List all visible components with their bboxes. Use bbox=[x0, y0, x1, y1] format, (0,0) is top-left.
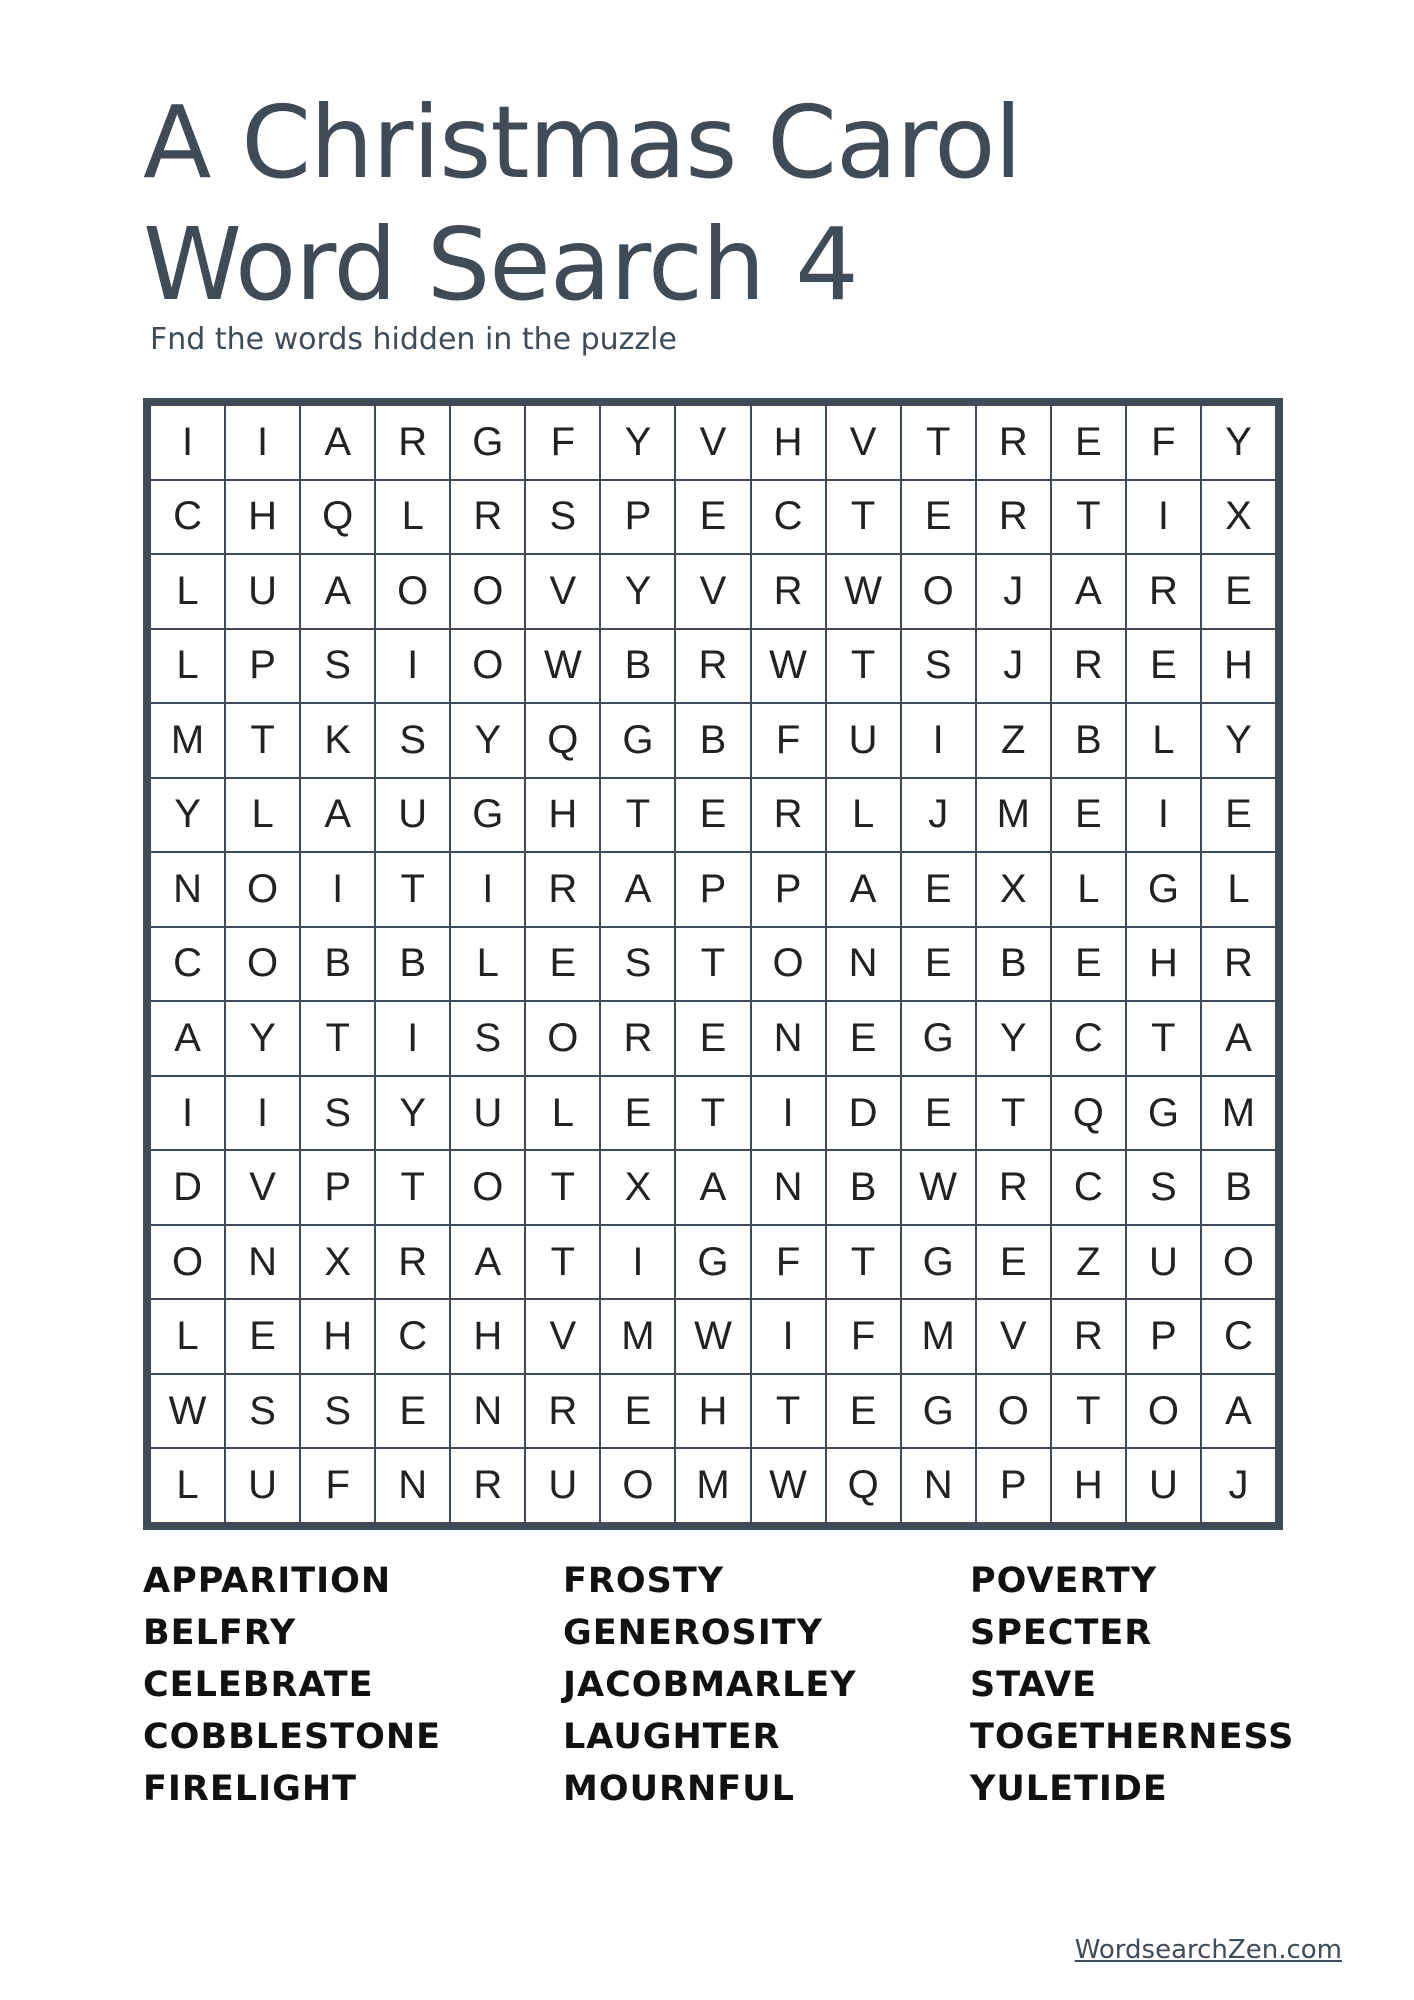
grid-cell: N bbox=[827, 928, 900, 1001]
grid-cell: H bbox=[676, 1375, 749, 1448]
grid-cell: T bbox=[601, 779, 674, 852]
word-list-item: FROSTY bbox=[563, 1561, 725, 1601]
grid-cell: A bbox=[1202, 1002, 1275, 1075]
grid-cell: T bbox=[827, 1226, 900, 1299]
grid-cell: I bbox=[376, 1002, 449, 1075]
grid-cell: E bbox=[376, 1375, 449, 1448]
title-line-2: Word Search 4 bbox=[143, 206, 858, 323]
grid-cell: U bbox=[526, 1449, 599, 1522]
grid-cell: V bbox=[827, 406, 900, 479]
grid-cell: L bbox=[151, 555, 224, 628]
word-list-item: APPARITION bbox=[143, 1561, 392, 1601]
grid-cell: C bbox=[1052, 1151, 1125, 1224]
grid-cell: E bbox=[1052, 928, 1125, 1001]
grid-cell: Q bbox=[1052, 1077, 1125, 1150]
grid-cell: E bbox=[676, 481, 749, 554]
grid-cell: E bbox=[1202, 555, 1275, 628]
grid-cell: D bbox=[827, 1077, 900, 1150]
grid-cell: S bbox=[226, 1375, 299, 1448]
grid-cell: B bbox=[1052, 704, 1125, 777]
grid-cell: S bbox=[902, 630, 975, 703]
grid-cell: I bbox=[752, 1300, 825, 1373]
grid-cell: R bbox=[451, 481, 524, 554]
grid-cell: J bbox=[977, 555, 1050, 628]
grid-cell: R bbox=[376, 406, 449, 479]
word-list-item: COBBLESTONE bbox=[143, 1717, 442, 1757]
grid-cell: C bbox=[1202, 1300, 1275, 1373]
grid-cell: O bbox=[902, 555, 975, 628]
grid-cell: F bbox=[301, 1449, 374, 1522]
grid-cell: H bbox=[451, 1300, 524, 1373]
grid-cell: V bbox=[676, 555, 749, 628]
grid-cell: A bbox=[676, 1151, 749, 1224]
grid-cell: A bbox=[301, 779, 374, 852]
grid-cell: J bbox=[1202, 1449, 1275, 1522]
grid-cell: R bbox=[1052, 630, 1125, 703]
grid-cell: G bbox=[451, 779, 524, 852]
grid-cell: I bbox=[226, 406, 299, 479]
grid-cell: Y bbox=[1202, 406, 1275, 479]
grid-cell: T bbox=[676, 928, 749, 1001]
grid-cell: L bbox=[1052, 853, 1125, 926]
grid-cell: I bbox=[902, 704, 975, 777]
grid-cell: L bbox=[226, 779, 299, 852]
grid-cell: B bbox=[1202, 1151, 1275, 1224]
grid-cell: P bbox=[752, 853, 825, 926]
grid-cell: S bbox=[376, 704, 449, 777]
grid-cell: L bbox=[827, 779, 900, 852]
grid-cell: Y bbox=[977, 1002, 1050, 1075]
grid-cell: R bbox=[977, 481, 1050, 554]
grid-cell: E bbox=[902, 481, 975, 554]
grid-cell: P bbox=[676, 853, 749, 926]
grid-cell: T bbox=[676, 1077, 749, 1150]
grid-cell: F bbox=[752, 704, 825, 777]
grid-cell: L bbox=[151, 630, 224, 703]
word-list-item: FIRELIGHT bbox=[143, 1769, 358, 1809]
grid-cell: T bbox=[526, 1151, 599, 1224]
grid-cell: T bbox=[301, 1002, 374, 1075]
word-list-item: GENEROSITY bbox=[563, 1613, 823, 1653]
grid-cell: A bbox=[1052, 555, 1125, 628]
grid-cell: I bbox=[226, 1077, 299, 1150]
grid-cell: M bbox=[676, 1449, 749, 1522]
grid-cell: E bbox=[1127, 630, 1200, 703]
grid-cell: I bbox=[1127, 779, 1200, 852]
grid-cell: C bbox=[752, 481, 825, 554]
grid-cell: R bbox=[1202, 928, 1275, 1001]
grid-cell: X bbox=[301, 1226, 374, 1299]
grid-cell: A bbox=[1202, 1375, 1275, 1448]
grid-cell: K bbox=[301, 704, 374, 777]
grid-cell: T bbox=[526, 1226, 599, 1299]
grid-cell: P bbox=[1127, 1300, 1200, 1373]
grid-cell: B bbox=[676, 704, 749, 777]
grid-cell: F bbox=[1127, 406, 1200, 479]
grid-cell: W bbox=[526, 630, 599, 703]
grid-cell: L bbox=[1202, 853, 1275, 926]
grid-cell: Q bbox=[301, 481, 374, 554]
word-list-item: CELEBRATE bbox=[143, 1665, 374, 1705]
grid-cell: F bbox=[526, 406, 599, 479]
grid-cell: V bbox=[526, 555, 599, 628]
grid-cell: X bbox=[601, 1151, 674, 1224]
grid-cell: U bbox=[1127, 1226, 1200, 1299]
grid-cell: L bbox=[376, 481, 449, 554]
grid-cell: W bbox=[902, 1151, 975, 1224]
word-list bbox=[143, 1555, 1295, 1815]
grid-cell: R bbox=[977, 1151, 1050, 1224]
grid-cell: P bbox=[226, 630, 299, 703]
grid-cell: G bbox=[1127, 853, 1200, 926]
grid-cell: I bbox=[601, 1226, 674, 1299]
grid-cell: X bbox=[977, 853, 1050, 926]
grid-cell: M bbox=[151, 704, 224, 777]
grid-cell: T bbox=[827, 481, 900, 554]
word-list-item: JACOBMARLEY bbox=[563, 1665, 857, 1705]
word-list-item: BELFRY bbox=[143, 1613, 297, 1653]
grid-cell: R bbox=[977, 406, 1050, 479]
grid-cell: P bbox=[977, 1449, 1050, 1522]
grid-cell: V bbox=[676, 406, 749, 479]
grid-cell: S bbox=[451, 1002, 524, 1075]
grid-cell: H bbox=[752, 406, 825, 479]
grid-cell: Y bbox=[601, 555, 674, 628]
grid-cell: T bbox=[1052, 481, 1125, 554]
grid-cell: E bbox=[1052, 406, 1125, 479]
grid-cell: U bbox=[1127, 1449, 1200, 1522]
word-column-2 bbox=[563, 1555, 857, 1815]
grid-cell: I bbox=[752, 1077, 825, 1150]
grid-cell: Y bbox=[601, 406, 674, 479]
grid-cell: J bbox=[977, 630, 1050, 703]
grid-cell: U bbox=[451, 1077, 524, 1150]
grid-cell: E bbox=[977, 1226, 1050, 1299]
grid-cell: Q bbox=[526, 704, 599, 777]
grid-cell: V bbox=[226, 1151, 299, 1224]
grid-cell: I bbox=[301, 853, 374, 926]
grid-cell: S bbox=[301, 630, 374, 703]
grid-cell: E bbox=[1052, 779, 1125, 852]
word-list-item: MOURNFUL bbox=[563, 1769, 795, 1809]
grid-cell: X bbox=[1202, 481, 1275, 554]
grid-cell: O bbox=[376, 555, 449, 628]
grid-cell: B bbox=[301, 928, 374, 1001]
grid-cell: O bbox=[226, 928, 299, 1001]
grid-cell: T bbox=[376, 1151, 449, 1224]
grid-cell: W bbox=[827, 555, 900, 628]
grid-cell: W bbox=[752, 630, 825, 703]
grid-cell: Y bbox=[376, 1077, 449, 1150]
grid-cell: R bbox=[1052, 1300, 1125, 1373]
grid-cell: H bbox=[301, 1300, 374, 1373]
grid-cell: M bbox=[977, 779, 1050, 852]
grid-cell: S bbox=[1127, 1151, 1200, 1224]
grid-cell: T bbox=[376, 853, 449, 926]
grid-cell: A bbox=[827, 853, 900, 926]
grid-cell: E bbox=[676, 1002, 749, 1075]
word-column-1 bbox=[143, 1555, 441, 1815]
grid-cell: C bbox=[376, 1300, 449, 1373]
grid-cell: I bbox=[151, 406, 224, 479]
grid-cell: M bbox=[1202, 1077, 1275, 1150]
grid-cell: E bbox=[902, 928, 975, 1001]
grid-cell: T bbox=[827, 630, 900, 703]
grid-cell: B bbox=[601, 630, 674, 703]
word-list-item: POVERTY bbox=[970, 1561, 1158, 1601]
grid-cell: O bbox=[151, 1226, 224, 1299]
grid-cell: J bbox=[902, 779, 975, 852]
grid-cell: L bbox=[1127, 704, 1200, 777]
grid-cell: L bbox=[526, 1077, 599, 1150]
grid-cell: E bbox=[827, 1002, 900, 1075]
grid-cell: A bbox=[301, 406, 374, 479]
grid-cell: T bbox=[752, 1375, 825, 1448]
grid-cell: O bbox=[752, 928, 825, 1001]
grid-cell: E bbox=[902, 1077, 975, 1150]
grid-cell: R bbox=[526, 853, 599, 926]
grid-cell: Y bbox=[1202, 704, 1275, 777]
grid-cell: T bbox=[902, 406, 975, 479]
grid-cell: I bbox=[1127, 481, 1200, 554]
grid-cell: R bbox=[752, 555, 825, 628]
grid-cell: E bbox=[526, 928, 599, 1001]
grid-cell: W bbox=[676, 1300, 749, 1373]
grid-cell: S bbox=[601, 928, 674, 1001]
title-line-1: A Christmas Carol bbox=[143, 84, 1022, 201]
grid-cell: M bbox=[902, 1300, 975, 1373]
grid-cell: O bbox=[451, 630, 524, 703]
grid-cell: T bbox=[1127, 1002, 1200, 1075]
word-list-item: TOGETHERNESS bbox=[970, 1717, 1295, 1757]
grid-cell: G bbox=[902, 1226, 975, 1299]
grid-cell: S bbox=[301, 1375, 374, 1448]
grid-cell: R bbox=[451, 1449, 524, 1522]
grid-cell: L bbox=[151, 1449, 224, 1522]
grid-cell: C bbox=[151, 481, 224, 554]
grid-cell: R bbox=[601, 1002, 674, 1075]
grid-cell: A bbox=[601, 853, 674, 926]
grid-cell: D bbox=[151, 1151, 224, 1224]
grid-cell: U bbox=[827, 704, 900, 777]
grid-cell: P bbox=[301, 1151, 374, 1224]
grid-cell: I bbox=[151, 1077, 224, 1150]
grid-cell: E bbox=[827, 1375, 900, 1448]
instructions: Fnd the words hidden in the puzzle bbox=[150, 322, 677, 357]
grid-cell: V bbox=[977, 1300, 1050, 1373]
grid-cell: F bbox=[827, 1300, 900, 1373]
grid-cell: N bbox=[451, 1375, 524, 1448]
grid-cell: I bbox=[451, 853, 524, 926]
grid-cell: E bbox=[1202, 779, 1275, 852]
grid-cell: N bbox=[376, 1449, 449, 1522]
grid-cell: L bbox=[451, 928, 524, 1001]
grid-cell: Z bbox=[1052, 1226, 1125, 1299]
grid-cell: U bbox=[376, 779, 449, 852]
grid-cell: W bbox=[151, 1375, 224, 1448]
grid-cell: O bbox=[451, 555, 524, 628]
grid-cell: H bbox=[1202, 630, 1275, 703]
grid-cell: Q bbox=[827, 1449, 900, 1522]
letter-grid bbox=[151, 406, 1275, 1522]
grid-cell: G bbox=[1127, 1077, 1200, 1150]
grid-cell: T bbox=[1052, 1375, 1125, 1448]
grid-cell: O bbox=[526, 1002, 599, 1075]
grid-cell: R bbox=[526, 1375, 599, 1448]
grid-cell: F bbox=[752, 1226, 825, 1299]
grid-cell: Y bbox=[151, 779, 224, 852]
grid-cell: L bbox=[151, 1300, 224, 1373]
grid-cell: P bbox=[601, 481, 674, 554]
grid-cell: Y bbox=[451, 704, 524, 777]
grid-cell: E bbox=[676, 779, 749, 852]
grid-cell: Y bbox=[226, 1002, 299, 1075]
grid-cell: O bbox=[1202, 1226, 1275, 1299]
grid-cell: N bbox=[752, 1151, 825, 1224]
grid-cell: R bbox=[676, 630, 749, 703]
grid-cell: T bbox=[226, 704, 299, 777]
grid-cell: N bbox=[752, 1002, 825, 1075]
grid-cell: G bbox=[902, 1002, 975, 1075]
grid-cell: N bbox=[902, 1449, 975, 1522]
grid-cell: S bbox=[526, 481, 599, 554]
grid-cell: U bbox=[226, 1449, 299, 1522]
grid-cell: A bbox=[151, 1002, 224, 1075]
grid-cell: R bbox=[1127, 555, 1200, 628]
page-title bbox=[143, 82, 1021, 326]
word-list-item: SPECTER bbox=[970, 1613, 1153, 1653]
grid-cell: O bbox=[1127, 1375, 1200, 1448]
grid-cell: T bbox=[977, 1077, 1050, 1150]
grid-cell: C bbox=[1052, 1002, 1125, 1075]
grid-cell: B bbox=[827, 1151, 900, 1224]
grid-cell: M bbox=[601, 1300, 674, 1373]
grid-cell: W bbox=[752, 1449, 825, 1522]
grid-cell: H bbox=[1127, 928, 1200, 1001]
grid-cell: O bbox=[451, 1151, 524, 1224]
word-column-3 bbox=[970, 1555, 1294, 1815]
grid-cell: E bbox=[902, 853, 975, 926]
grid-cell: H bbox=[526, 779, 599, 852]
grid-cell: A bbox=[301, 555, 374, 628]
grid-cell: G bbox=[676, 1226, 749, 1299]
grid-cell: U bbox=[226, 555, 299, 628]
grid-cell: I bbox=[376, 630, 449, 703]
grid-cell: O bbox=[226, 853, 299, 926]
grid-cell: G bbox=[902, 1375, 975, 1448]
grid-cell: H bbox=[1052, 1449, 1125, 1522]
grid-cell: E bbox=[601, 1077, 674, 1150]
grid-cell: H bbox=[226, 481, 299, 554]
word-list-item: YULETIDE bbox=[970, 1769, 1168, 1809]
grid-cell: G bbox=[451, 406, 524, 479]
word-list-item: STAVE bbox=[970, 1665, 1098, 1705]
grid-cell: G bbox=[601, 704, 674, 777]
grid-cell: V bbox=[526, 1300, 599, 1373]
grid-cell: Z bbox=[977, 704, 1050, 777]
word-list-item: LAUGHTER bbox=[563, 1717, 781, 1757]
grid-cell: A bbox=[451, 1226, 524, 1299]
grid-cell: B bbox=[376, 928, 449, 1001]
footer-link[interactable]: WordsearchZen.com bbox=[1074, 1935, 1342, 1965]
grid-cell: E bbox=[601, 1375, 674, 1448]
grid-cell: B bbox=[977, 928, 1050, 1001]
grid-cell: R bbox=[376, 1226, 449, 1299]
grid-cell: S bbox=[301, 1077, 374, 1150]
grid-cell: O bbox=[977, 1375, 1050, 1448]
grid-cell: N bbox=[226, 1226, 299, 1299]
grid-cell: O bbox=[601, 1449, 674, 1522]
grid-cell: C bbox=[151, 928, 224, 1001]
grid-cell: R bbox=[752, 779, 825, 852]
grid-cell: E bbox=[226, 1300, 299, 1373]
grid-cell: N bbox=[151, 853, 224, 926]
